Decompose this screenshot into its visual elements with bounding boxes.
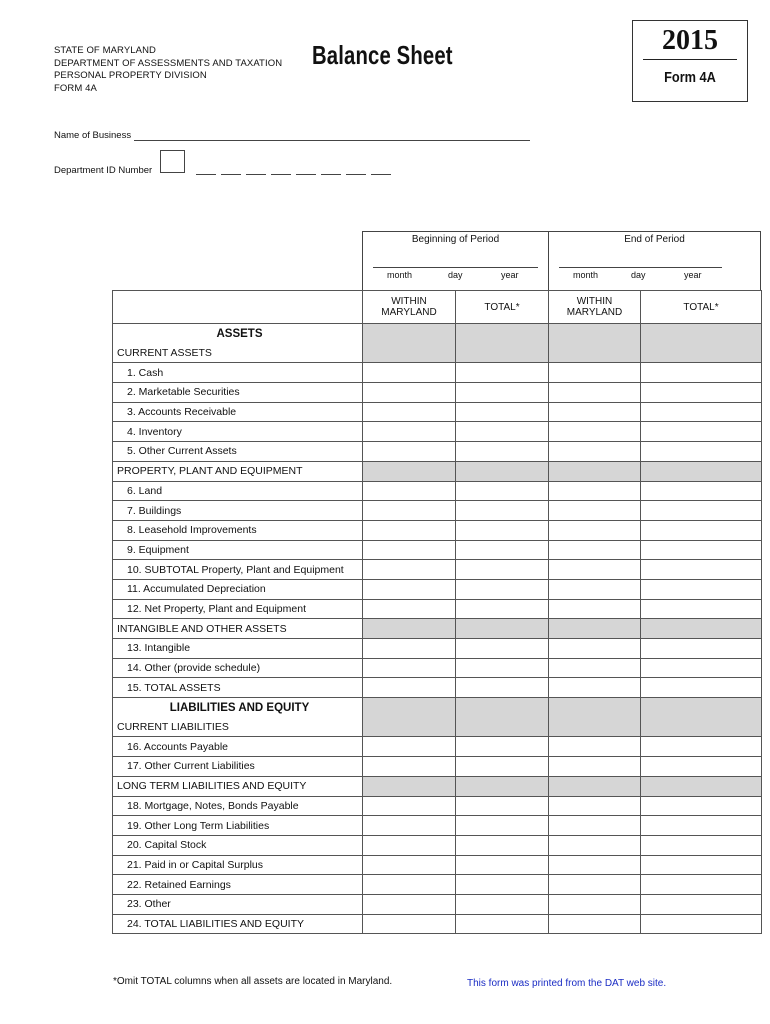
begin-within-md-cell[interactable]	[363, 442, 456, 462]
end-within-md-cell[interactable]	[549, 855, 641, 875]
line-item-label: 7. Buildings	[113, 501, 363, 521]
label-column-header	[113, 291, 363, 324]
section-title: LIABILITIES AND EQUITY	[113, 698, 363, 718]
dept-id-checkbox[interactable]	[160, 150, 185, 173]
table-row	[113, 540, 762, 560]
begin-within-md-cell	[363, 717, 456, 737]
end-within-md-cell[interactable]	[549, 501, 641, 521]
end-total-cell[interactable]	[641, 914, 762, 934]
end-total-cell[interactable]	[641, 579, 762, 599]
period-header	[362, 231, 761, 291]
end-total-cell[interactable]	[641, 796, 762, 816]
begin-total-cell[interactable]	[456, 599, 549, 619]
end-total-cell	[641, 324, 762, 344]
table-row	[113, 383, 762, 403]
begin-total-cell[interactable]	[456, 894, 549, 914]
end-within-md-cell[interactable]	[549, 560, 641, 580]
table-row	[113, 560, 762, 580]
end-within-md-cell	[549, 619, 641, 639]
end-total-cell[interactable]	[641, 560, 762, 580]
agency-header	[54, 45, 282, 95]
end-month-label: month	[573, 270, 599, 280]
table-row	[113, 757, 762, 777]
begin-total-cell[interactable]	[456, 737, 549, 757]
end-total-cell[interactable]	[641, 501, 762, 521]
table-row	[113, 678, 762, 698]
end-total-cell[interactable]	[641, 540, 762, 560]
end-within-md-cell[interactable]	[549, 737, 641, 757]
begin-total-cell[interactable]	[456, 363, 549, 383]
line-item-label: 23. Other	[113, 894, 363, 914]
line-item-label: 24. TOTAL LIABILITIES AND EQUITY	[113, 914, 363, 934]
begin-total-cell[interactable]	[456, 875, 549, 895]
end-within-md-header: WITHIN MARYLAND	[549, 291, 641, 324]
table-row	[113, 520, 762, 540]
end-total-cell[interactable]	[641, 678, 762, 698]
table-row	[113, 422, 762, 442]
begin-total-cell[interactable]	[456, 560, 549, 580]
end-total-cell	[641, 619, 762, 639]
form-year: 2015	[662, 25, 718, 56]
table-row	[113, 816, 762, 836]
begin-total-cell[interactable]	[456, 658, 549, 678]
table-row	[113, 855, 762, 875]
table-row	[113, 501, 762, 521]
begin-within-md-cell	[363, 619, 456, 639]
table-row	[113, 481, 762, 501]
balance-sheet-table	[112, 290, 762, 934]
end-within-md-cell[interactable]	[549, 835, 641, 855]
begin-total-cell[interactable]	[456, 501, 549, 521]
begin-within-md-cell[interactable]	[363, 599, 456, 619]
business-name-label: Name of Business	[54, 130, 132, 141]
line-item-label: 15. TOTAL ASSETS	[113, 678, 363, 698]
line-item-label: 5. Other Current Assets	[113, 442, 363, 462]
table-row	[113, 894, 762, 914]
line-item-label: 13. Intangible	[113, 639, 363, 659]
end-total-cell[interactable]	[641, 442, 762, 462]
agency-line-state: STATE OF MARYLAND	[54, 45, 156, 56]
begin-total-cell	[456, 324, 549, 344]
end-total-cell[interactable]	[641, 481, 762, 501]
dept-id-label: Department ID Number	[54, 165, 153, 176]
table-row	[113, 579, 762, 599]
begin-within-md-cell[interactable]	[363, 816, 456, 836]
line-item-label: 22. Retained Earnings	[113, 875, 363, 895]
end-total-cell	[641, 461, 762, 481]
begin-within-md-cell[interactable]	[363, 737, 456, 757]
begin-within-md-cell	[363, 343, 456, 363]
begin-within-md-cell[interactable]	[363, 835, 456, 855]
end-within-md-cell	[549, 324, 641, 344]
end-total-cell[interactable]	[641, 658, 762, 678]
line-item-label: 19. Other Long Term Liabilities	[113, 816, 363, 836]
end-total-header: TOTAL*	[641, 291, 762, 324]
table-row	[113, 363, 762, 383]
beginning-of-period-label: Beginning of Period	[411, 234, 500, 245]
begin-within-md-cell[interactable]	[363, 579, 456, 599]
end-date-field[interactable]	[559, 267, 722, 268]
end-within-md-cell[interactable]	[549, 678, 641, 698]
end-within-md-cell[interactable]	[549, 658, 641, 678]
end-within-md-cell[interactable]	[549, 402, 641, 422]
end-total-cell[interactable]	[641, 816, 762, 836]
end-total-cell	[641, 343, 762, 363]
line-item-label: 12. Net Property, Plant and Equipment	[113, 599, 363, 619]
end-within-md-cell[interactable]	[549, 599, 641, 619]
end-total-cell	[641, 717, 762, 737]
line-item-label: 9. Equipment	[113, 540, 363, 560]
end-within-md-cell[interactable]	[549, 481, 641, 501]
line-item-label: 16. Accounts Payable	[113, 737, 363, 757]
begin-within-md-cell	[363, 776, 456, 796]
end-within-md-cell	[549, 717, 641, 737]
end-within-md-cell	[549, 343, 641, 363]
year-divider	[643, 59, 737, 60]
begin-within-md-cell[interactable]	[363, 855, 456, 875]
begin-total-cell[interactable]	[456, 914, 549, 934]
begin-within-md-cell[interactable]	[363, 658, 456, 678]
line-item-label: 8. Leasehold Improvements	[113, 520, 363, 540]
agency-line-division: PERSONAL PROPERTY DIVISION	[54, 70, 207, 81]
begin-total-cell	[456, 461, 549, 481]
group-header-row	[113, 776, 762, 796]
begin-within-md-header: WITHIN MARYLAND	[363, 291, 456, 324]
beginning-month-label: month	[387, 270, 413, 280]
printed-note: This form was printed from the DAT web site.	[467, 978, 667, 989]
begin-within-md-cell	[363, 324, 456, 344]
end-within-md-cell[interactable]	[549, 442, 641, 462]
end-total-cell[interactable]	[641, 757, 762, 777]
begin-within-md-cell[interactable]	[363, 422, 456, 442]
end-total-cell[interactable]	[641, 737, 762, 757]
section-title: ASSETS	[113, 324, 363, 344]
begin-total-cell	[456, 698, 549, 718]
end-total-cell[interactable]	[641, 363, 762, 383]
line-item-label: 21. Paid in or Capital Surplus	[113, 855, 363, 875]
group-label: CURRENT LIABILITIES	[113, 717, 363, 737]
end-total-cell[interactable]	[641, 422, 762, 442]
begin-within-md-cell[interactable]	[363, 875, 456, 895]
end-within-md-cell[interactable]	[549, 639, 641, 659]
begin-within-md-cell[interactable]	[363, 796, 456, 816]
end-within-md-cell[interactable]	[549, 757, 641, 777]
begin-total-cell[interactable]	[456, 855, 549, 875]
begin-within-md-cell[interactable]	[363, 678, 456, 698]
begin-within-md-cell	[363, 698, 456, 718]
beginning-year-label: year	[501, 270, 519, 280]
line-item-label: 6. Land	[113, 481, 363, 501]
end-total-cell[interactable]	[641, 875, 762, 895]
table-row	[113, 402, 762, 422]
agency-line-form: FORM 4A	[54, 82, 97, 94]
begin-within-md-cell[interactable]	[363, 501, 456, 521]
begin-within-md-cell[interactable]	[363, 481, 456, 501]
table-row	[113, 875, 762, 895]
begin-total-cell[interactable]	[456, 757, 549, 777]
end-within-md-cell[interactable]	[549, 796, 641, 816]
section-row	[113, 698, 762, 718]
begin-total-cell[interactable]	[456, 639, 549, 659]
begin-total-cell	[456, 776, 549, 796]
line-item-label: 11. Accumulated Depreciation	[113, 579, 363, 599]
begin-total-cell	[456, 343, 549, 363]
table-row	[113, 737, 762, 757]
line-item-label: 17. Other Current Liabilities	[113, 757, 363, 777]
end-within-md-cell[interactable]	[549, 383, 641, 403]
begin-within-md-cell[interactable]	[363, 639, 456, 659]
group-label: CURRENT ASSETS	[113, 343, 363, 363]
table-row	[113, 658, 762, 678]
begin-within-md-cell[interactable]	[363, 383, 456, 403]
group-label: PROPERTY, PLANT AND EQUIPMENT	[113, 461, 363, 481]
form-number: Form 4A	[664, 69, 716, 86]
line-item-label: 2. Marketable Securities	[113, 383, 363, 403]
table-row	[113, 599, 762, 619]
begin-within-md-cell[interactable]	[363, 757, 456, 777]
end-total-cell	[641, 776, 762, 796]
end-within-md-cell[interactable]	[549, 914, 641, 934]
line-item-label: 18. Mortgage, Notes, Bonds Payable	[113, 796, 363, 816]
begin-total-cell	[456, 717, 549, 737]
end-day-label: day	[631, 270, 646, 280]
begin-total-cell[interactable]	[456, 796, 549, 816]
line-item-label: 20. Capital Stock	[113, 835, 363, 855]
agency-line-department: DEPARTMENT OF ASSESSMENTS AND TAXATION	[54, 57, 283, 69]
end-total-cell[interactable]	[641, 599, 762, 619]
footnote: *Omit TOTAL columns when all assets are located in Maryland.	[113, 976, 393, 987]
end-within-md-cell	[549, 461, 641, 481]
group-header-row	[113, 343, 762, 363]
begin-total-cell[interactable]	[456, 442, 549, 462]
begin-within-md-cell[interactable]	[363, 363, 456, 383]
table-row	[113, 639, 762, 659]
group-header-row	[113, 619, 762, 639]
begin-total-cell[interactable]	[456, 540, 549, 560]
table-row	[113, 835, 762, 855]
end-total-cell	[641, 698, 762, 718]
end-within-md-cell	[549, 776, 641, 796]
table-row	[113, 442, 762, 462]
end-total-cell[interactable]	[641, 835, 762, 855]
beginning-day-label: day	[448, 270, 463, 280]
begin-within-md-cell[interactable]	[363, 402, 456, 422]
end-total-cell[interactable]	[641, 639, 762, 659]
end-within-md-cell[interactable]	[549, 363, 641, 383]
begin-total-cell[interactable]	[456, 816, 549, 836]
end-year-label: year	[684, 270, 702, 280]
group-label: INTANGIBLE AND OTHER ASSETS	[113, 619, 363, 639]
line-item-label: 14. Other (provide schedule)	[113, 658, 363, 678]
begin-total-cell[interactable]	[456, 678, 549, 698]
line-item-label: 4. Inventory	[113, 422, 363, 442]
begin-total-cell[interactable]	[456, 520, 549, 540]
end-total-cell[interactable]	[641, 894, 762, 914]
begin-within-md-cell[interactable]	[363, 520, 456, 540]
group-label: LONG TERM LIABILITIES AND EQUITY	[113, 776, 363, 796]
end-of-period-label: End of Period	[624, 234, 685, 245]
begin-within-md-cell[interactable]	[363, 560, 456, 580]
end-total-cell[interactable]	[641, 383, 762, 403]
end-within-md-cell[interactable]	[549, 579, 641, 599]
begin-within-md-cell[interactable]	[363, 894, 456, 914]
begin-total-cell[interactable]	[456, 383, 549, 403]
begin-total-cell[interactable]	[456, 835, 549, 855]
begin-within-md-cell[interactable]	[363, 914, 456, 934]
column-header-row	[113, 291, 762, 324]
section-row	[113, 324, 762, 344]
begin-total-cell[interactable]	[456, 402, 549, 422]
group-header-row	[113, 717, 762, 737]
begin-total-cell	[456, 619, 549, 639]
end-within-md-cell[interactable]	[549, 540, 641, 560]
group-header-row	[113, 461, 762, 481]
end-within-md-cell	[549, 698, 641, 718]
end-within-md-cell[interactable]	[549, 816, 641, 836]
end-total-cell[interactable]	[641, 402, 762, 422]
line-item-label: 1. Cash	[113, 363, 363, 383]
line-item-label: 10. SUBTOTAL Property, Plant and Equipment	[113, 560, 363, 580]
end-within-md-cell[interactable]	[549, 875, 641, 895]
begin-total-cell[interactable]	[456, 481, 549, 501]
year-box	[632, 20, 748, 102]
table-row	[113, 914, 762, 934]
end-within-md-cell[interactable]	[549, 422, 641, 442]
begin-total-cell[interactable]	[456, 579, 549, 599]
end-within-md-cell[interactable]	[549, 894, 641, 914]
business-name-field[interactable]	[134, 140, 530, 141]
begin-total-cell[interactable]	[456, 422, 549, 442]
end-within-md-cell[interactable]	[549, 520, 641, 540]
begin-within-md-cell	[363, 461, 456, 481]
table-row	[113, 796, 762, 816]
end-total-cell[interactable]	[641, 855, 762, 875]
begin-within-md-cell[interactable]	[363, 540, 456, 560]
page-title: Balance Sheet	[312, 40, 453, 70]
beginning-date-field[interactable]	[373, 267, 538, 268]
line-item-label: 3. Accounts Receivable	[113, 402, 363, 422]
end-total-cell[interactable]	[641, 520, 762, 540]
begin-total-header: TOTAL*	[456, 291, 549, 324]
